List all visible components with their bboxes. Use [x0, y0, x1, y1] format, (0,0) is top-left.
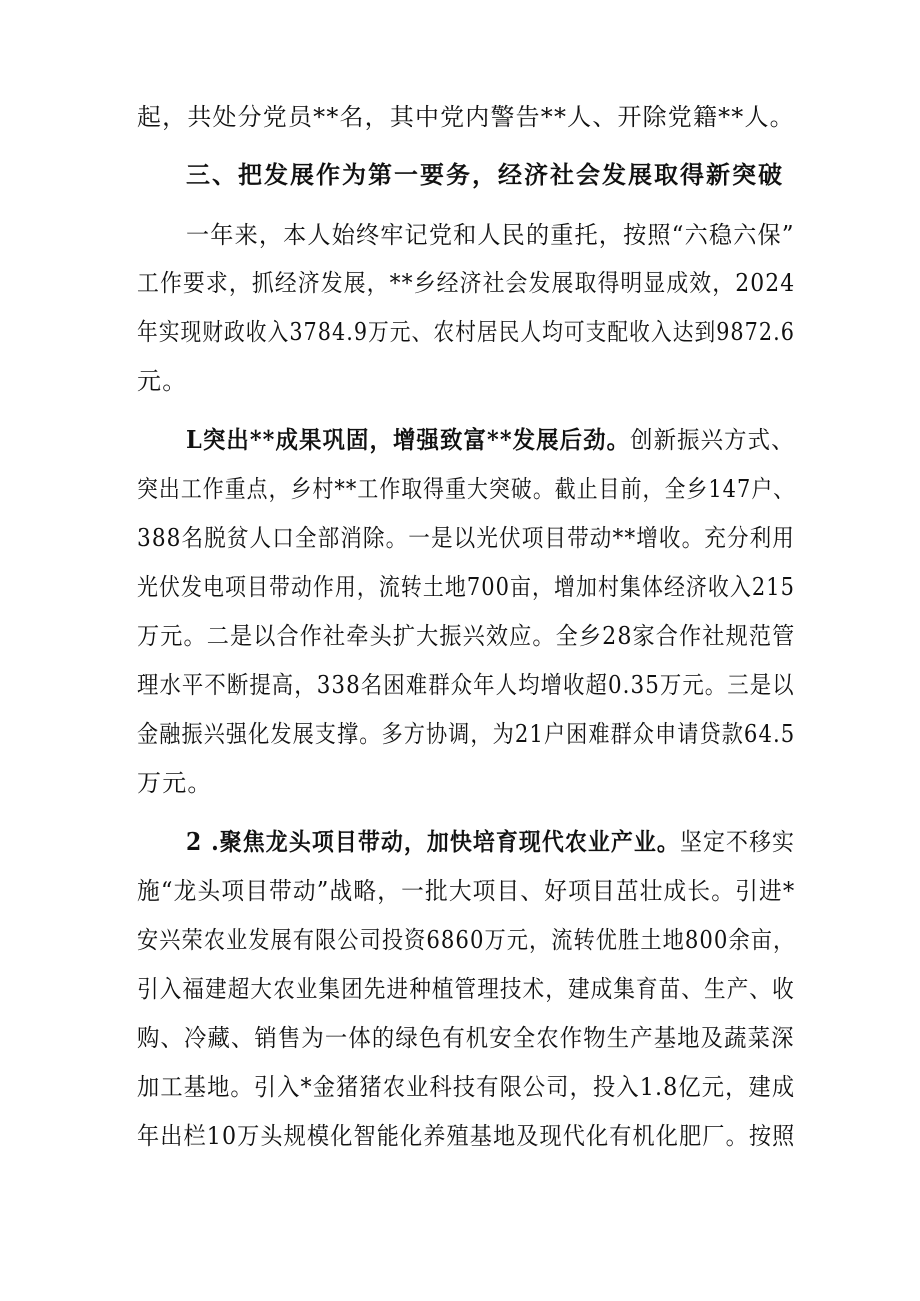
body-line: 安兴荣农业发展有限公司投资6860万元，流转优胜土地800余亩，: [137, 926, 796, 954]
body-line: 一年来，本人始终牢记党和人民的重托，按照“六稳六保”: [186, 221, 795, 249]
subheading-text: 2 .聚焦龙头项目带动，加快培育现代农业产业。: [186, 827, 680, 856]
section-heading: 三、把发展作为第一要务，经济社会发展取得新突破: [186, 160, 784, 189]
body-line: 理水平不断提高，338名困难群众年人均增收超0.35万元。三是以: [137, 671, 795, 699]
body-line: 施“龙头项目带动”战略，一批大项目、好项目茁壮成长。引进*: [137, 877, 796, 905]
paragraph-line: [186, 425, 795, 455]
body-line: 元。: [137, 367, 188, 395]
body-text: 创新振兴方式、: [630, 426, 795, 454]
body-line: 388名脱贫人口全部消除。一是以光伏项目带动**增收。充分利用: [137, 524, 795, 552]
body-line: 万元。二是以合作社牵头扩大振兴效应。全乡28家合作社规范管: [137, 622, 796, 650]
body-line: 工作要求，抓经济发展，**乡经济社会发展取得明显成效，2024: [137, 269, 796, 297]
body-line: 年出栏10万头规模化智能化养殖基地及现代化有机化肥厂。按照: [137, 1122, 796, 1150]
body-line: 加工基地。引入*金猪猪农业科技有限公司，投入1.8亿元，建成: [137, 1073, 796, 1101]
body-text: 坚定不移实: [679, 828, 795, 856]
body-line: 引入福建超大农业集团先进种植管理技术，建成集育苗、生产、收: [137, 975, 795, 1003]
paragraph-line: [186, 827, 795, 857]
body-line: 万元。: [137, 769, 213, 797]
body-line: 金融振兴强化发展支撑。多方协调，为21户困难群众申请贷款64.5: [137, 720, 796, 748]
body-line: 年实现财政收入3784.9万元、农村居民人均可支配收入达到9872.6: [137, 318, 795, 346]
subheading-text: L突出**成果巩固，增强致富**发展后劲。: [186, 425, 631, 454]
body-line: 购、冷藏、销售为一体的绿色有机安全农作物生产基地及蔬菜深: [137, 1024, 795, 1052]
body-line: 光伏发电项目带动作用，流转土地700亩，增加村集体经济收入215: [137, 573, 796, 601]
body-line: 起，共处分党员**名，其中党内警告**人、开除党籍**人。: [137, 103, 795, 131]
body-line: 突出工作重点，乡村**工作取得重大突破。截止目前，全乡147户、: [137, 475, 796, 503]
